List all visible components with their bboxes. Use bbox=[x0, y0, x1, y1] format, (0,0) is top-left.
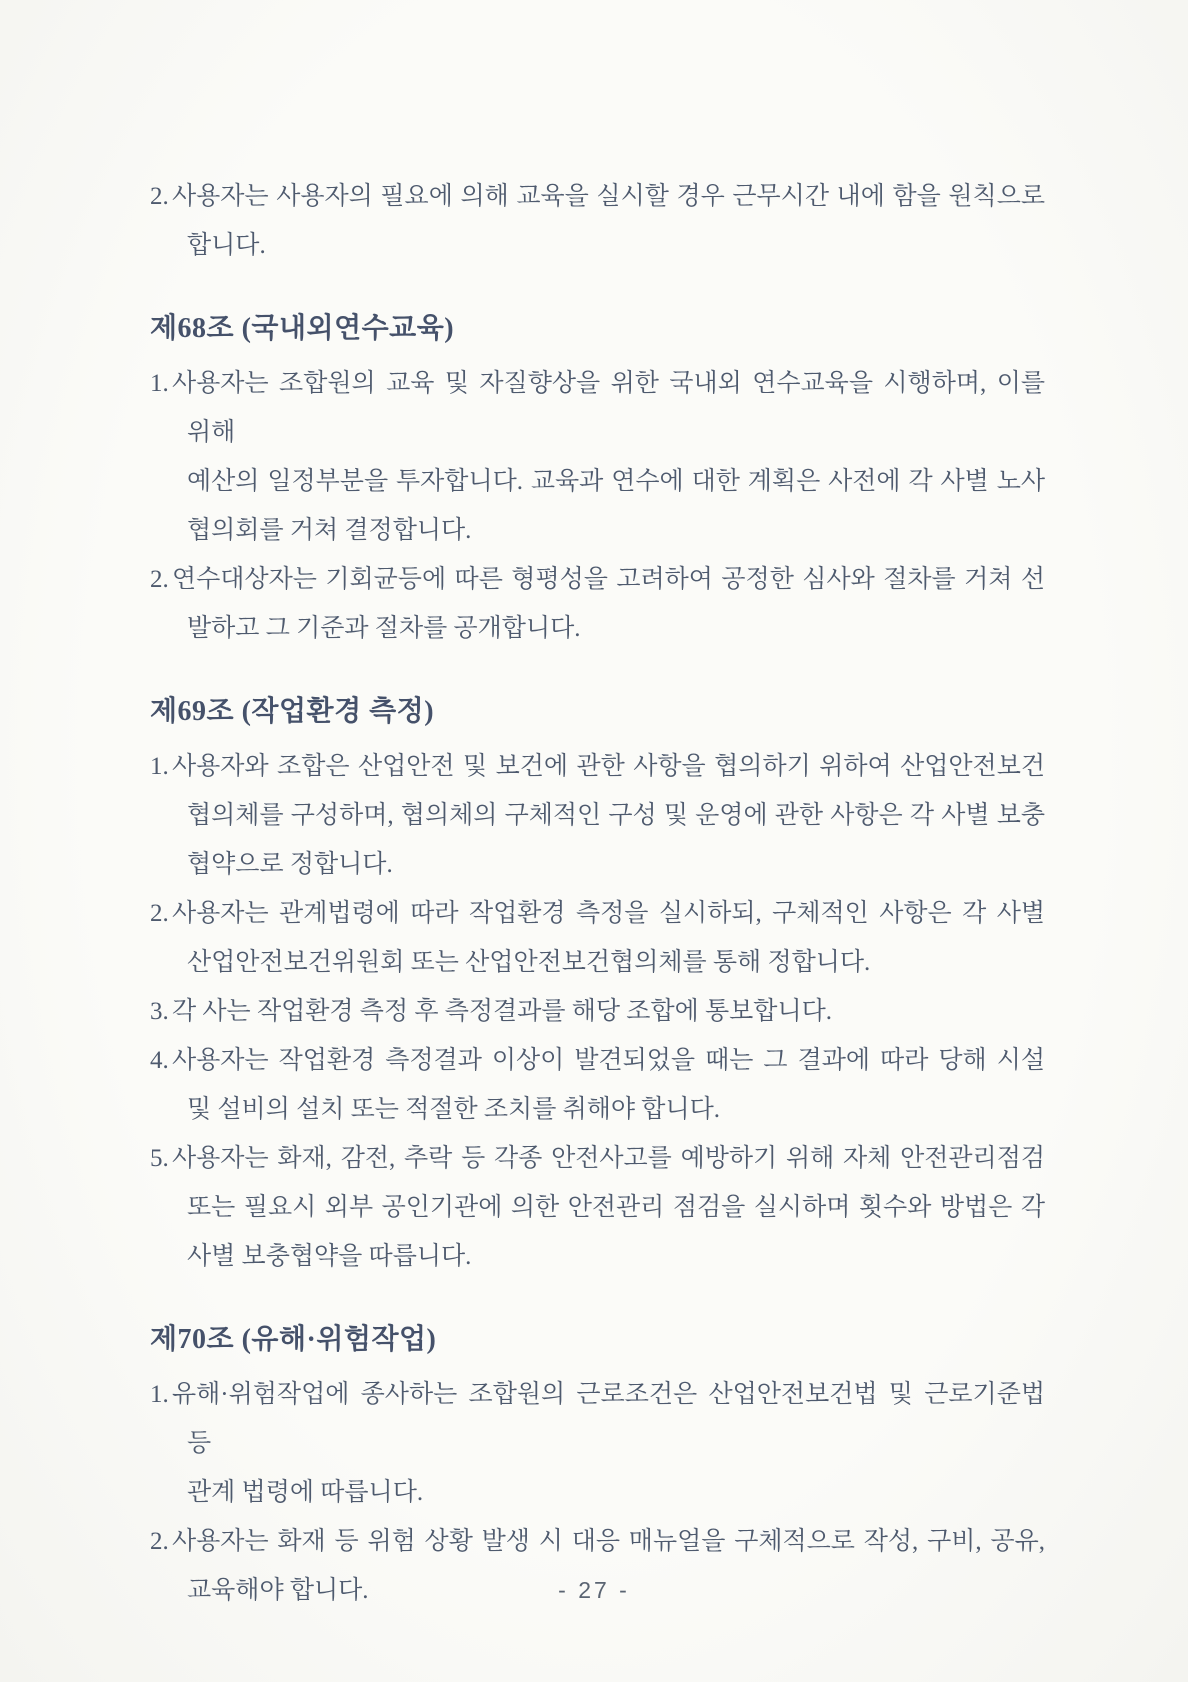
item-number: 3. bbox=[150, 998, 169, 1025]
article-heading-69: 제69조 (작업환경 측정) bbox=[150, 696, 435, 727]
text-line: 관계 법령에 따릅니다. bbox=[187, 1479, 424, 1506]
text-line: 사용자와 조합은 산업안전 및 보건에 관한 사항을 협의하기 위하여 산업안전보건 bbox=[172, 753, 1045, 780]
text-line: 사용자는 관계법령에 따라 작업환경 측정을 실시하되, 구체적인 사항은 각 사별 bbox=[172, 900, 1045, 927]
text-line: 유해·위험작업에 종사하는 조합원의 근로조건은 산업안전보건법 및 근로기준법 등 bbox=[172, 1381, 1045, 1457]
text-line: 사용자는 조합원의 교육 및 자질향상을 위한 국내외 연수교육을 시행하며, 이를 위해 bbox=[172, 370, 1045, 446]
list-item bbox=[150, 359, 1045, 555]
text-line: 각 사는 작업환경 측정 후 측정결과를 해당 조합에 통보합니다. bbox=[172, 998, 833, 1025]
text-line: 사용자는 화재 등 위험 상황 발생 시 대응 매뉴얼을 구체적으로 작성, 구비, 공유, bbox=[172, 1528, 1045, 1555]
list-item bbox=[150, 1370, 1045, 1517]
text-line: 합니다. bbox=[187, 232, 266, 259]
list-item bbox=[150, 172, 1045, 270]
text-line: 연수대상자는 기회균등에 따른 형평성을 고려하여 공정한 심사와 절차를 거쳐 선 bbox=[172, 566, 1045, 593]
item-number: 2. bbox=[150, 1528, 169, 1555]
item-number: 5. bbox=[150, 1145, 169, 1172]
text-line: 교육해야 합니다. bbox=[187, 1577, 369, 1604]
list-item bbox=[150, 742, 1045, 889]
list-item bbox=[150, 889, 1045, 987]
article-heading-68: 제68조 (국내외연수교육) bbox=[150, 313, 455, 344]
text-line: 협의회를 거쳐 결정합니다. bbox=[187, 517, 472, 544]
item-number: 1. bbox=[150, 1381, 169, 1408]
article-heading-70: 제70조 (유해·위험작업) bbox=[150, 1324, 437, 1355]
item-number: 4. bbox=[150, 1047, 169, 1074]
text-line: 및 설비의 설치 또는 적절한 조치를 취해야 합니다. bbox=[187, 1096, 721, 1123]
item-number: 2. bbox=[150, 900, 169, 927]
list-item bbox=[150, 1036, 1045, 1134]
text-line: 또는 필요시 외부 공인기관에 의한 안전관리 점검을 실시하며 횟수와 방법은 각 bbox=[187, 1194, 1045, 1221]
text-line: 예산의 일정부분을 투자합니다. 교육과 연수에 대한 계획은 사전에 각 사별 노사 bbox=[187, 468, 1045, 495]
text-line: 사별 보충협약을 따릅니다. bbox=[187, 1243, 472, 1270]
list-item bbox=[150, 1134, 1045, 1281]
text-line: 협의체를 구성하며, 협의체의 구체적인 구성 및 운영에 관한 사항은 각 사별 보충 bbox=[187, 802, 1045, 829]
text-line: 발하고 그 기준과 절차를 공개합니다. bbox=[187, 615, 581, 642]
text-line: 산업안전보건위원회 또는 산업안전보건협의체를 통해 정합니다. bbox=[187, 949, 871, 976]
item-number: 1. bbox=[150, 370, 169, 397]
list-item bbox=[150, 555, 1045, 653]
list-item bbox=[150, 987, 1045, 1036]
page-number: - 27 - bbox=[558, 1577, 630, 1603]
text-line: 사용자는 작업환경 측정결과 이상이 발견되었을 때는 그 결과에 따라 당해 시설 bbox=[172, 1047, 1045, 1074]
item-number: 2. bbox=[150, 566, 169, 593]
text-line: 사용자는 사용자의 필요에 의해 교육을 실시할 경우 근무시간 내에 함을 원칙으로 bbox=[172, 183, 1045, 210]
text-line: 협약으로 정합니다. bbox=[187, 851, 393, 878]
item-number: 1. bbox=[150, 753, 169, 780]
item-number: 2. bbox=[150, 183, 169, 210]
text-line: 사용자는 화재, 감전, 추락 등 각종 안전사고를 예방하기 위해 자체 안전관리점검 bbox=[172, 1145, 1045, 1172]
